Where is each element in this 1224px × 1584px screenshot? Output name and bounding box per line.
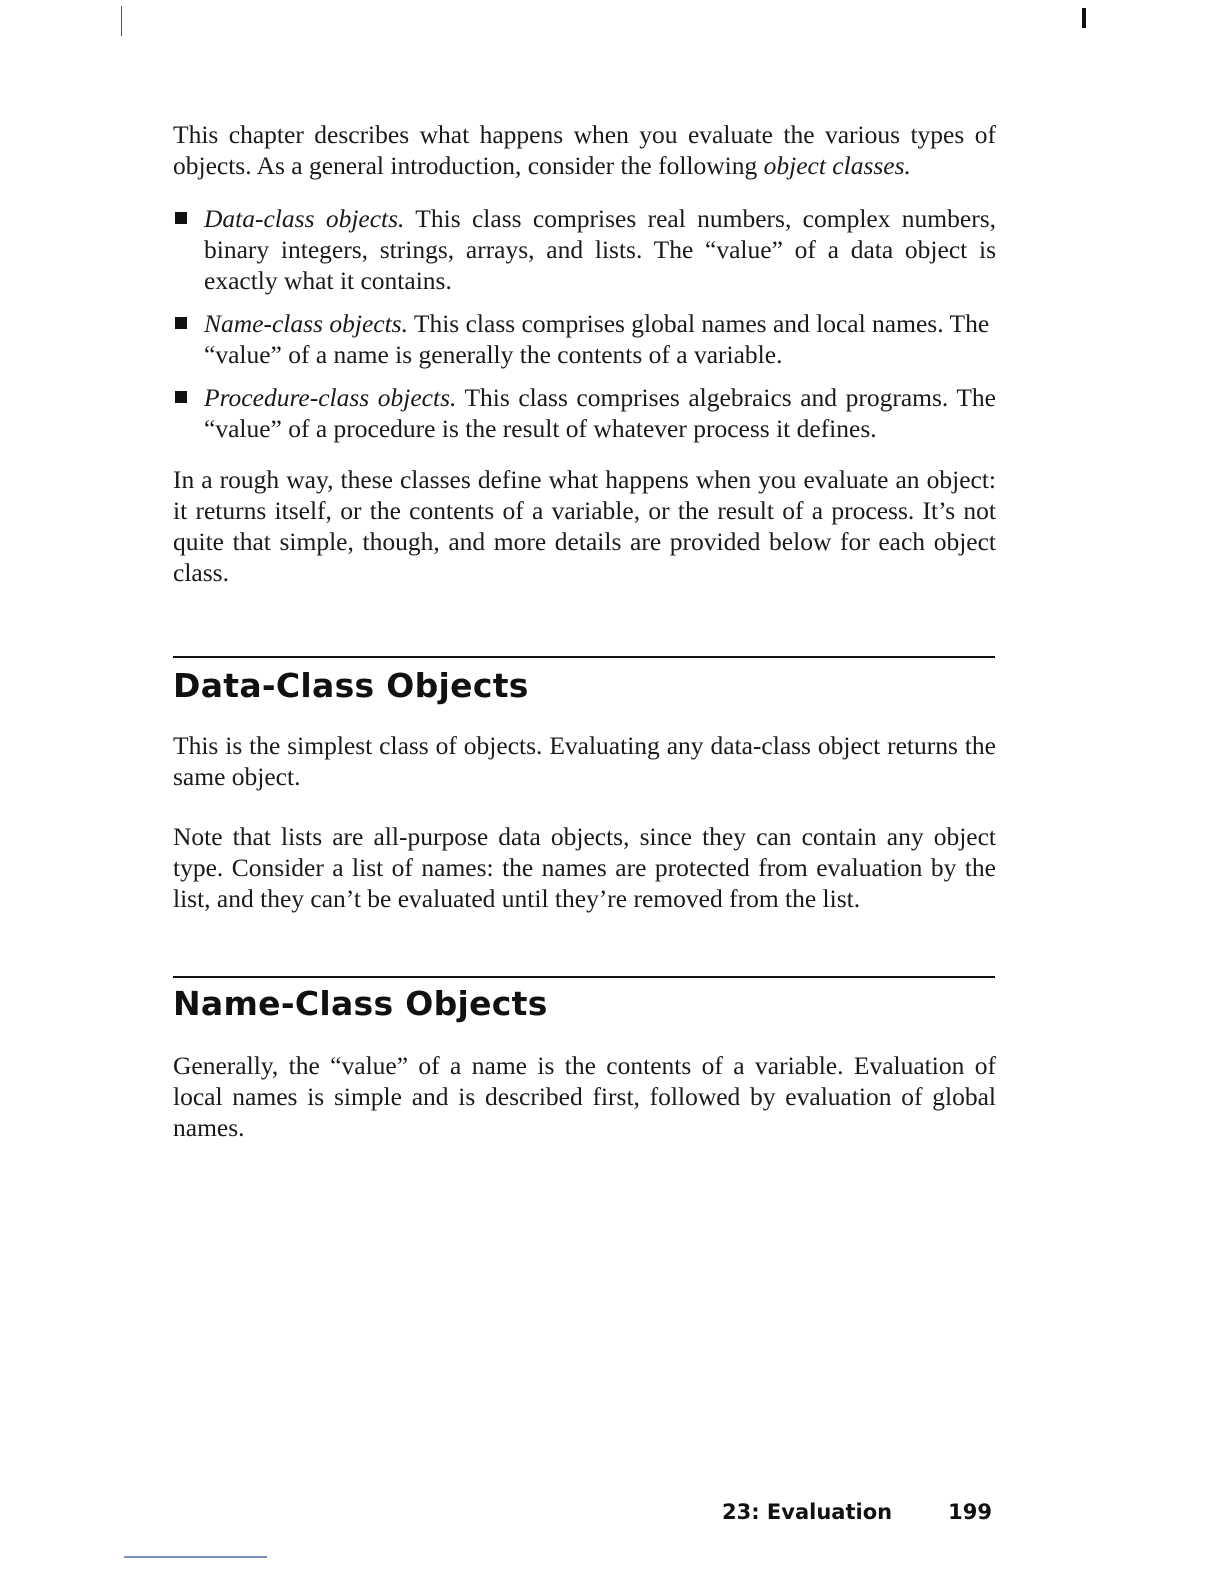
list-item-term: Name-class objects. bbox=[204, 309, 408, 338]
section-divider bbox=[173, 976, 995, 978]
section-paragraph: Note that lists are all-purpose data objects, since they can contain any object type. Consider a list of names: the names are protected from evaluation by the list, and they can’t be evaluated until they’re removed from the list. bbox=[173, 822, 996, 913]
square-bullet-icon bbox=[175, 212, 187, 224]
page-number: 199 bbox=[948, 1500, 992, 1524]
section-paragraph: This is the simplest class of objects. Evaluating any data-class object returns the same object. bbox=[173, 731, 996, 791]
footer-chapter-title: 23: Evaluation bbox=[722, 1500, 893, 1524]
list-item-text: This class comprises global names and local names. The “value” of a name is generally the contents of a variable. bbox=[204, 309, 990, 369]
section-divider bbox=[173, 656, 995, 658]
list-item-text: This class comprises real numbers, complex numbers, binary integers, strings, arrays, and lists. The “value” of a data object is exactly what it contains. bbox=[204, 204, 996, 295]
list-item-procedure-class bbox=[173, 382, 996, 444]
square-bullet-icon bbox=[175, 391, 187, 403]
list-item-term: Procedure-class objects. bbox=[204, 383, 457, 412]
section-title-name-class: Name-Class Objects bbox=[173, 984, 548, 1023]
scan-edge-mark-bottom bbox=[124, 1556, 267, 1558]
list-item-text: This class comprises algebraics and programs. The “value” of a procedure is the result of whatever process it defines. bbox=[204, 383, 996, 443]
scan-edge-mark-left bbox=[121, 6, 122, 36]
outro-paragraph: In a rough way, these classes define what happens when you evaluate an object: it returns itself, or the contents of a variable, or the result of a process. It’s not quite that simple, though, and more details are provided below for each object class. bbox=[173, 465, 996, 587]
object-class-list bbox=[173, 203, 996, 444]
square-bullet-icon bbox=[175, 317, 187, 329]
list-item-name-class bbox=[173, 308, 996, 370]
intro-paragraph: This chapter describes what happens when you evaluate the various types of objects. As a general introduction, consider the following object classes. bbox=[173, 120, 996, 180]
scan-edge-mark-right bbox=[1082, 8, 1086, 28]
list-item-data-class bbox=[173, 203, 996, 296]
section-paragraph: Generally, the “value” of a name is the contents of a variable. Evaluation of local names is simple and is described first, followed by evaluation of global names. bbox=[173, 1051, 996, 1142]
section-title-data-class: Data-Class Objects bbox=[173, 666, 529, 705]
page-content bbox=[173, 119, 996, 1143]
intro-emphasis: object classes. bbox=[763, 151, 911, 180]
list-item-term: Data-class objects. bbox=[204, 204, 405, 233]
